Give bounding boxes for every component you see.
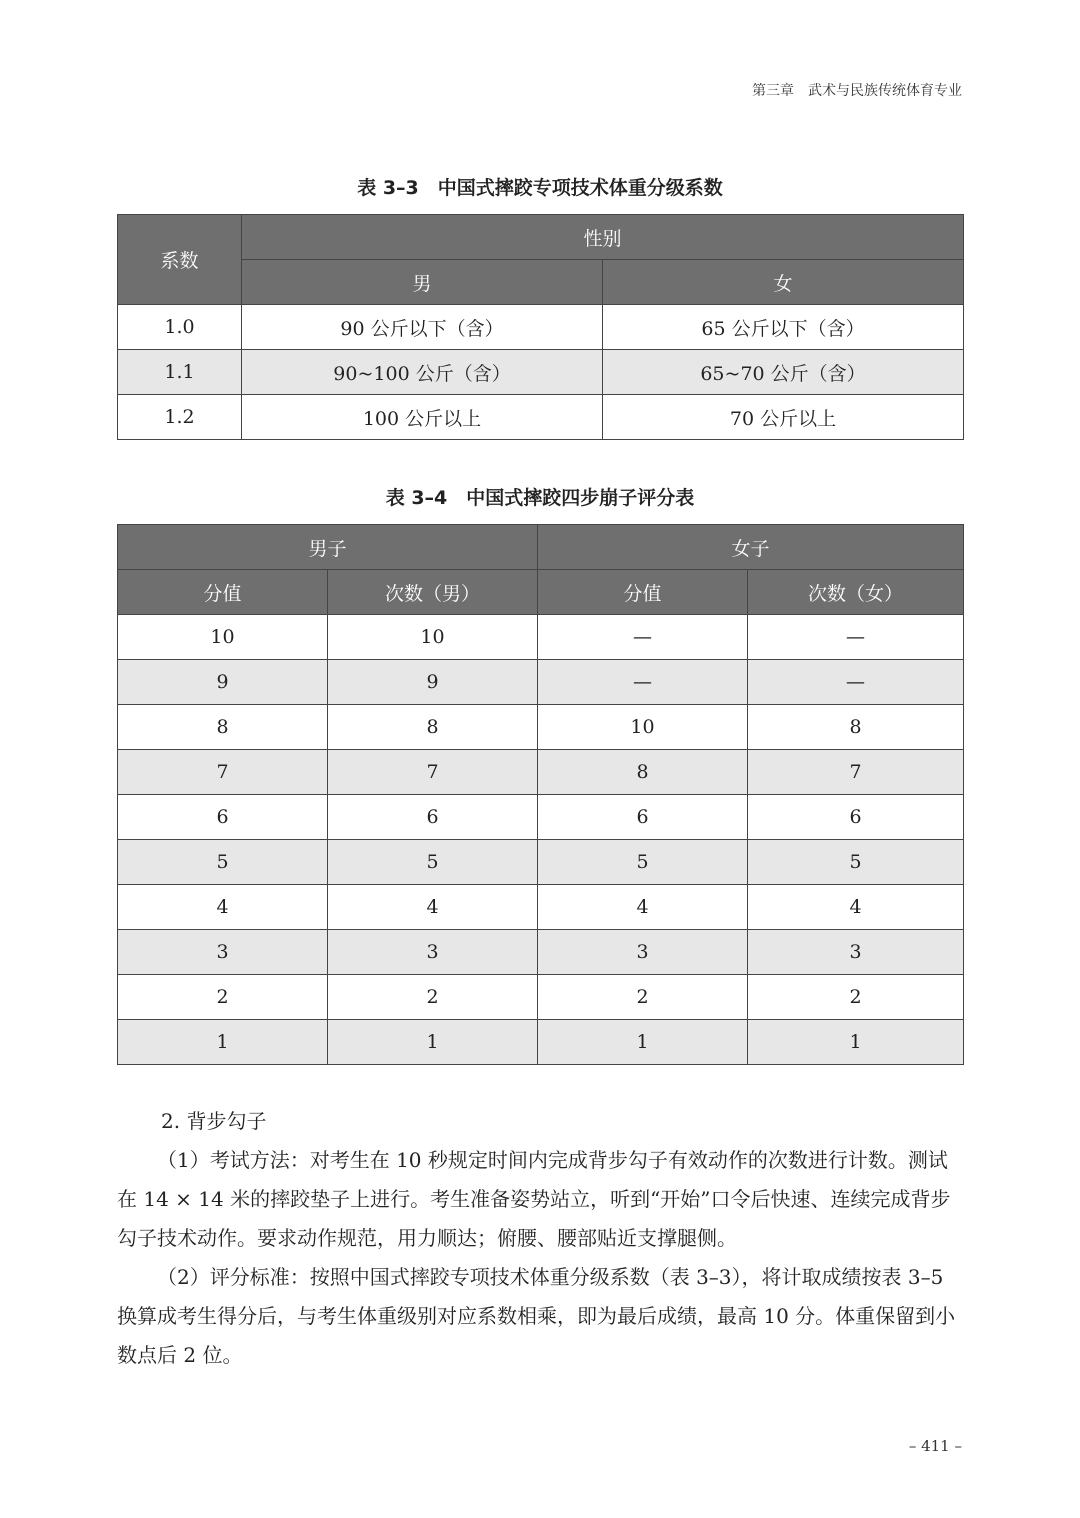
cell: 2 (748, 975, 964, 1020)
cell: 1 (118, 1020, 328, 1065)
cell: — (538, 615, 748, 660)
cell: 2 (538, 975, 748, 1020)
table-row (118, 930, 964, 975)
cell: 9 (118, 660, 328, 705)
cell: — (748, 660, 964, 705)
cell: 8 (328, 705, 538, 750)
cell: — (748, 615, 964, 660)
cell: 5 (118, 840, 328, 885)
cell: 10 (328, 615, 538, 660)
cell: 4 (118, 885, 328, 930)
page-number: – 411 – (908, 1437, 962, 1455)
cell: — (538, 660, 748, 705)
cell: 4 (538, 885, 748, 930)
cell: 8 (748, 705, 964, 750)
table-3-3-title: 表 3–3 中国式摔跤专项技术体重分级系数 (357, 177, 723, 199)
table-row (118, 1020, 964, 1065)
table-row (118, 660, 964, 705)
header-male: 男 (242, 260, 603, 305)
table-row (118, 350, 964, 395)
table-row (118, 885, 964, 930)
table-row (118, 705, 964, 750)
male-weight-cell: 90 公斤以下（含） (242, 305, 603, 350)
header-coefficient: 系数 (118, 215, 242, 305)
male-weight-cell: 90~100 公斤（含） (242, 350, 603, 395)
header-count-men: 次数（男） (328, 570, 538, 615)
coef-cell: 1.0 (118, 305, 242, 350)
cell: 1 (538, 1020, 748, 1065)
cell: 7 (118, 750, 328, 795)
coef-cell: 1.1 (118, 350, 242, 395)
coef-cell: 1.2 (118, 395, 242, 440)
cell: 1 (748, 1020, 964, 1065)
section-body (117, 1102, 963, 1375)
header-gender: 性别 (242, 215, 964, 260)
table-row (118, 615, 964, 660)
header-count-women: 次数（女） (748, 570, 964, 615)
cell: 5 (748, 840, 964, 885)
header-score-women: 分值 (538, 570, 748, 615)
section-heading: 2. 背步勾子 (161, 1109, 267, 1133)
cell: 5 (328, 840, 538, 885)
cell: 7 (328, 750, 538, 795)
paragraph-test-method: （1）考试方法：对考生在 10 秒规定时间内完成背步勾子有效动作的次数进行计数。测试在 14 × 14 米的摔跤垫子上进行。考生准备姿势站立，听到“开始”口令后快速、连续完成背步勾子技术动作。要求动作规范，用力顺达；俯腰、腰部贴近支撑腿侧。 (117, 1148, 951, 1250)
cell: 6 (748, 795, 964, 840)
cell: 4 (748, 885, 964, 930)
table-row (118, 840, 964, 885)
cell: 8 (118, 705, 328, 750)
table-row (118, 395, 964, 440)
cell: 10 (118, 615, 328, 660)
cell: 3 (748, 930, 964, 975)
cell: 5 (538, 840, 748, 885)
running-header: 第三章 武术与民族传统体育专业 (752, 83, 962, 99)
female-weight-cell: 70 公斤以上 (603, 395, 964, 440)
paragraph-scoring-standard: （2）评分标准：按照中国式摔跤专项技术体重分级系数（表 3–3），将计取成绩按表 3–5 换算成考生得分后，与考生体重级别对应系数相乘，即为最后成绩，最高 10 分。体重保留到小数点后 2 位。 (117, 1265, 956, 1367)
cell: 2 (328, 975, 538, 1020)
header-score-men: 分值 (118, 570, 328, 615)
table-row (118, 305, 964, 350)
header-men: 男子 (118, 525, 538, 570)
cell: 10 (538, 705, 748, 750)
table-row (118, 795, 964, 840)
header-women: 女子 (538, 525, 964, 570)
cell: 2 (118, 975, 328, 1020)
cell: 4 (328, 885, 538, 930)
cell: 3 (538, 930, 748, 975)
cell: 9 (328, 660, 538, 705)
female-weight-cell: 65~70 公斤（含） (603, 350, 964, 395)
cell: 6 (538, 795, 748, 840)
table-3-4-title: 表 3–4 中国式摔跤四步崩子评分表 (385, 487, 695, 509)
cell: 1 (328, 1020, 538, 1065)
table-row (118, 975, 964, 1020)
male-weight-cell: 100 公斤以上 (242, 395, 603, 440)
cell: 6 (118, 795, 328, 840)
cell: 3 (118, 930, 328, 975)
header-female: 女 (603, 260, 964, 305)
scoring-table (117, 524, 964, 1065)
weight-coefficient-table (117, 214, 964, 440)
cell: 7 (748, 750, 964, 795)
cell: 8 (538, 750, 748, 795)
female-weight-cell: 65 公斤以下（含） (603, 305, 964, 350)
cell: 3 (328, 930, 538, 975)
table-row (118, 750, 964, 795)
cell: 6 (328, 795, 538, 840)
